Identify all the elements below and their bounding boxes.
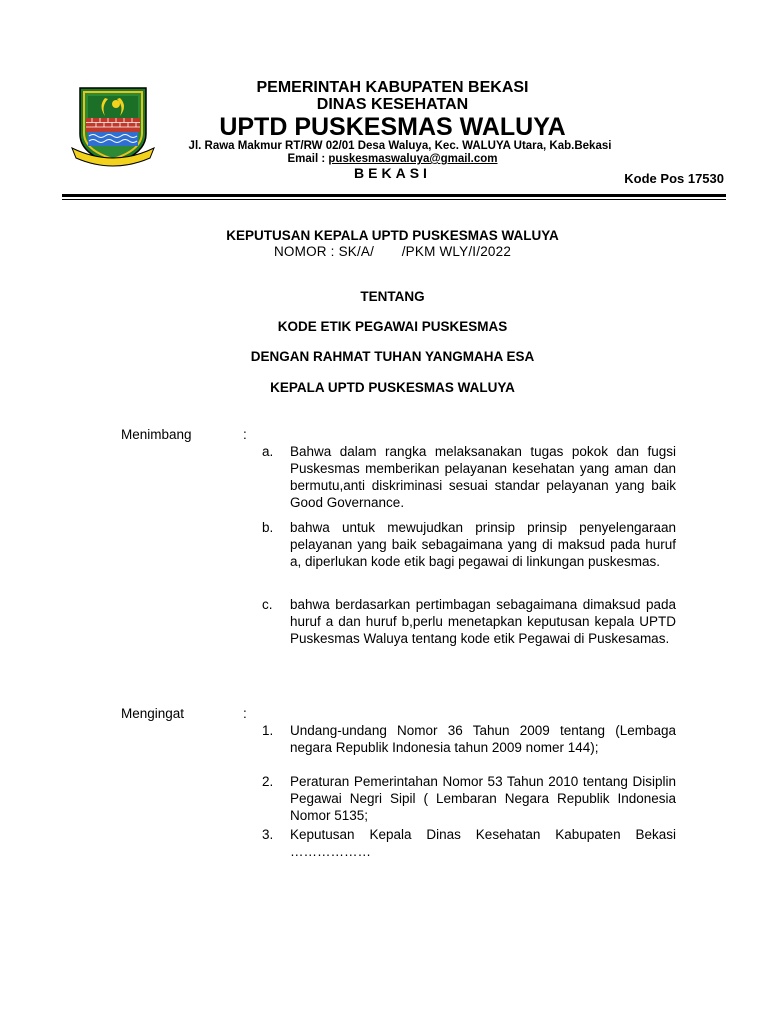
- agency-name: DINAS KESEHATAN: [316, 96, 469, 113]
- decree-number: NOMOR : SK/A/ /PKM WLY/I/2022: [273, 244, 512, 259]
- decree-title: KEPUTUSAN KEPALA UPTD PUSKESMAS WALUYA: [226, 228, 559, 243]
- decree-subject: KODE ETIK PEGAWAI PUSKESMAS: [277, 319, 508, 334]
- considering-item-c: [262, 596, 676, 647]
- considering-item-b: [262, 519, 676, 570]
- list-marker: b.: [262, 520, 274, 535]
- list-item-text: Keputusan Kepala Dinas Kesehatan Kabupaten Bekasi ………………: [290, 827, 676, 859]
- list-item-text: Peraturan Pemerintahan Nomor 53 Tahun 2010 tentang Disiplin Pegawai Negri Sipil ( Lembaran Negara Republik Indonesia Nomor 5135;: [290, 774, 676, 823]
- recalling-item-3: [262, 826, 676, 860]
- letterhead-divider-thin: [62, 199, 726, 200]
- considering-item-a: [262, 443, 676, 511]
- list-marker: c.: [262, 597, 273, 612]
- considering-colon: :: [243, 427, 247, 442]
- list-item-text: bahwa berdasarkan pertimbagan sebagaimana dimaksud pada huruf a dan huruf b,perlu menetapkan keputusan kepala UPTD Puskesmas Waluya tentang kode etik Pegawai di Puskesamas.: [290, 597, 676, 646]
- list-marker: 3.: [262, 827, 274, 842]
- list-marker: a.: [262, 444, 274, 459]
- postal-code: Kode Pos 17530: [624, 171, 724, 186]
- email-label: Email :: [287, 153, 329, 165]
- letterhead-divider-thick: [62, 194, 726, 197]
- list-item-text: Undang-undang Nomor 36 Tahun 2009 tentang (Lembaga negara Republik Indonesia tahun 2009 nomer 144);: [290, 723, 676, 755]
- decree-issuer: KEPALA UPTD PUSKESMAS WALUYA: [270, 380, 515, 395]
- recalling-item-1: [262, 722, 676, 756]
- government-name: PEMERINTAH KABUPATEN BEKASI: [256, 79, 529, 96]
- list-item-text: Bahwa dalam rangka melaksanakan tugas pokok dan fugsi Puskesmas memberikan pelayanan kesehatan yang aman dan bermutu,anti diskriminasi sesuai standar pelayanan yang baik Good Governance.: [290, 444, 676, 510]
- decree-invocation: DENGAN RAHMAT TUHAN YANGMAHA ESA: [250, 349, 535, 364]
- list-marker: 2.: [262, 774, 274, 789]
- recalling-item-2: [262, 773, 676, 824]
- decree-about: TENTANG: [360, 289, 425, 304]
- regency-crest-logo: [70, 84, 156, 168]
- list-item-text: bahwa untuk mewujudkan prinsip prinsip penyelengaraan pelayanan yang baik sebagaimana yang di maksud pada huruf a, diperlukan kode etik bagi pegawai di linkungan puskesmas.: [290, 520, 676, 569]
- institution-address: Jl. Rawa Makmur RT/RW 02/01 Desa Waluya, Kec. WALUYA Utara, Kab.Bekasi: [188, 140, 612, 152]
- institution-city: BEKASI: [354, 165, 431, 181]
- considering-label: Menimbang: [121, 427, 192, 442]
- recalling-label: Mengingat: [121, 706, 185, 721]
- email-link[interactable]: puskesmaswaluya@gmail.com: [328, 153, 498, 165]
- institution-title: UPTD PUSKESMAS WALUYA: [219, 113, 566, 141]
- list-marker: 1.: [262, 723, 274, 738]
- recalling-colon: :: [243, 706, 247, 721]
